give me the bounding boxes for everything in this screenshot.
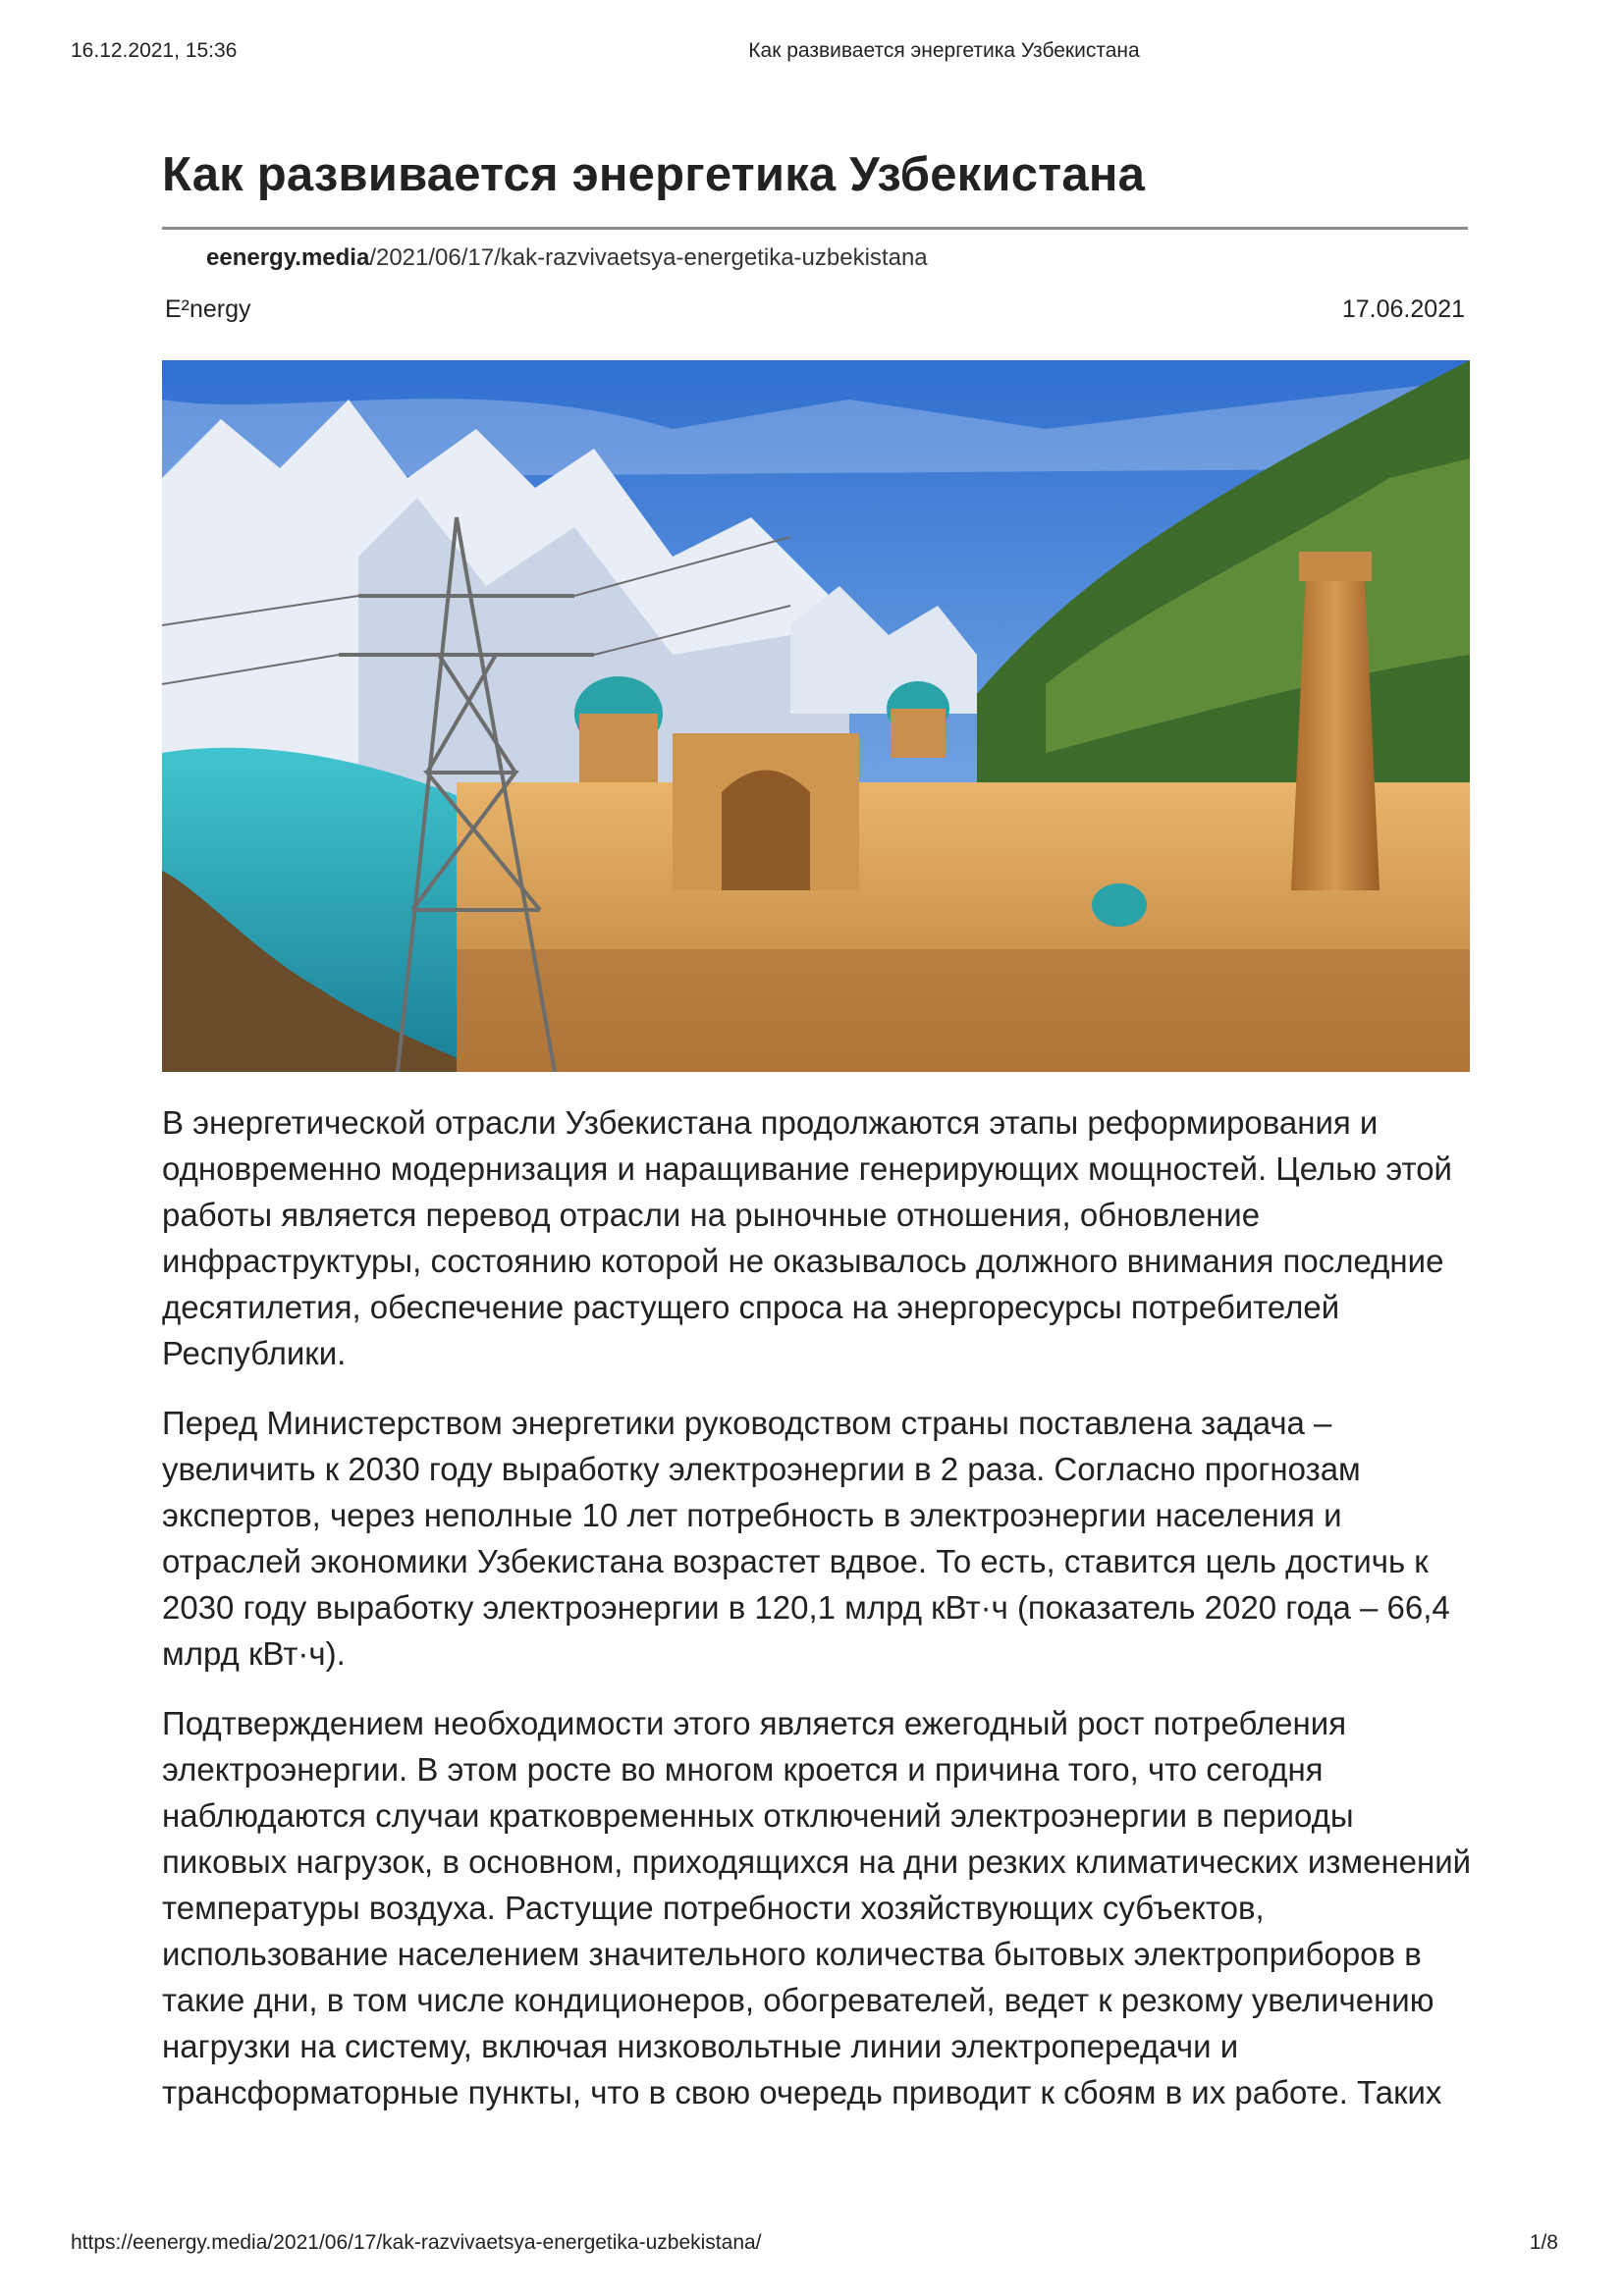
paragraph: Подтверждением необходимости этого является ежегодный рост потребления электроэнергии. В этом росте во многом кроется и причина того, что сегодня наблюдаются случаи кратковременных отключений электроэнергии в периоды пиковых нагрузок, в основном, приходящихся на дни резких климатических изменений температуры воздуха. Растущие потребности хозяйствующих субъектов, использование населением значительного количества бытовых электроприборов в такие дни, в том числе кондиционеров, обогревателей, ведет к резкому увеличению нагрузки на систему, включая низковольтные линии электропередачи и трансформаторные пункты, что в свою очередь приводит к сбоям в их работе. Таких [162,1705,1472,2110]
paragraph: Перед Министерством энергетики руководством страны поставлена задача – увеличить к 2030 году выработку электроэнергии в 2 раза. Согласно прогнозам экспертов, через неполные 10 лет потребность в электроэнергии населения и отраслей экономики Узбекистана возрастет вдвое. То есть, ставится цель достичь к 2030 году выработку электроэнергии в 120,1 млрд кВт·ч (показатель 2020 года – 66,4 млрд кВт·ч). [162,1405,1450,1672]
print-url: https://eenergy.media/2021/06/17/kak-razvivaetsya-energetika-uzbekistana/ [71,2231,762,2254]
article-title: Как развивается энергетика Узбекистана [162,148,1146,201]
paragraph: В энергетической отрасли Узбекистана продолжаются этапы реформирования и одновременно модернизация и наращивание генерирующих мощностей. Целью этой работы является перевод отрасли на рыночные отношения, обновление инфраструктуры, состоянию которой не оказывалось должного внимания последние десятилетия, обеспечение растущего спроса на энергоресурсы потребителей Республики. [162,1104,1452,1371]
dome-drum-left [579,714,658,782]
portal-arch [722,771,810,891]
small-dome [1092,883,1147,927]
article-body [162,1099,1473,2139]
hero-image [162,360,1470,1072]
minaret-lantern [1299,552,1372,581]
dome-drum-right [891,709,946,758]
print-page-title: Как развивается энергетика Узбекистана [748,39,1140,62]
hero-illustration [162,360,1470,1072]
title-divider [162,227,1468,230]
source-path: /2021/06/17/kak-razvivaetsya-energetika-uzbekistana [369,244,928,271]
page-number: 1/8 [1529,2231,1558,2254]
market-rows [457,949,1470,1072]
source-domain: eenergy.media [206,244,370,271]
minaret [1291,576,1380,890]
author-name: E²nergy [165,295,251,323]
print-footer [0,2231,1623,2261]
print-header [0,39,1623,69]
publish-date: 17.06.2021 [1341,295,1465,323]
source-link[interactable] [206,244,928,272]
print-datetime: 16.12.2021, 15:36 [71,39,238,62]
